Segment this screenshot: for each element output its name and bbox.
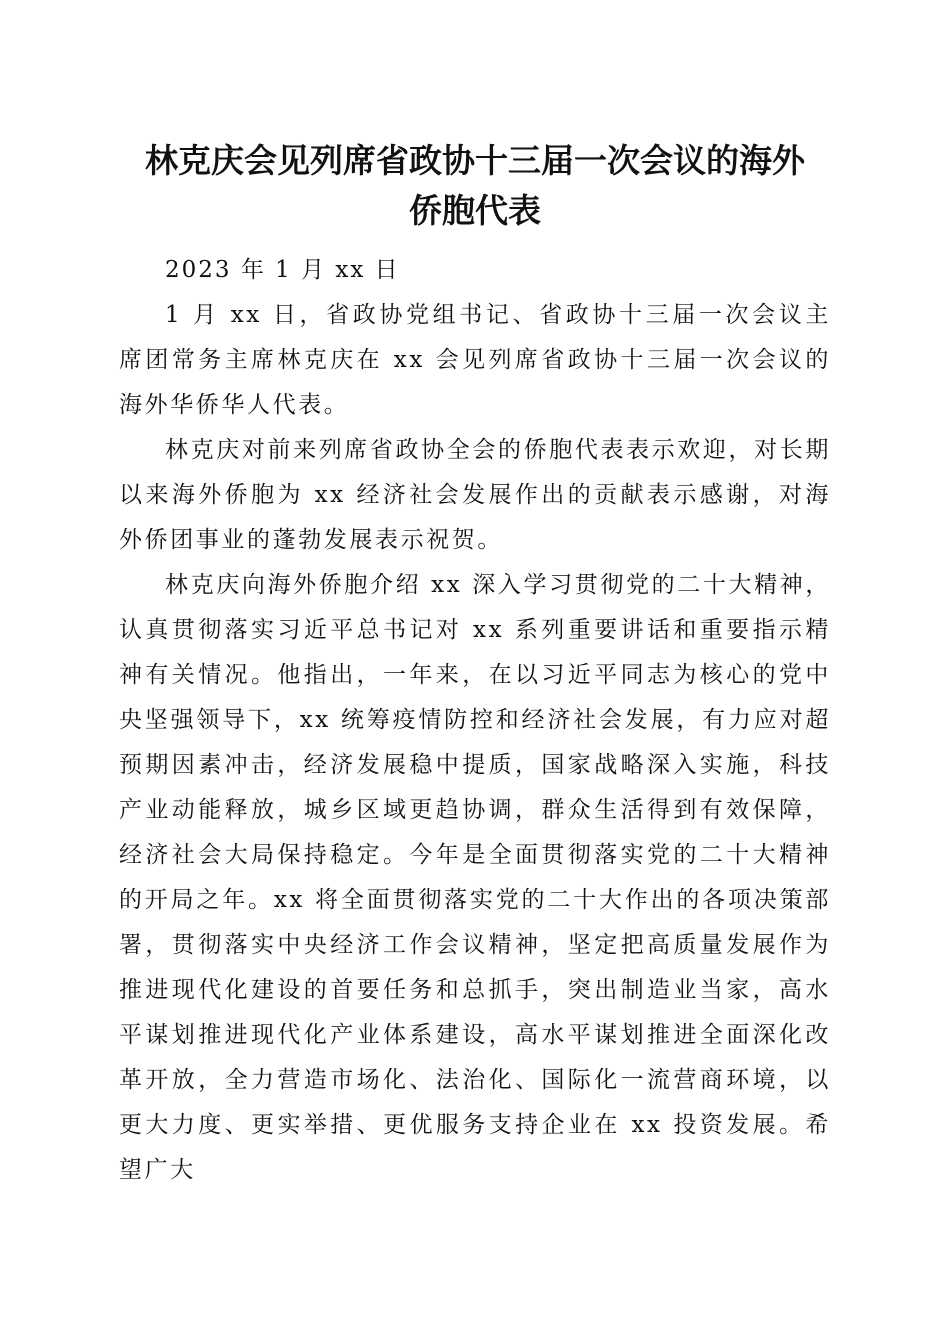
document-date: 2023 年 1 月 xx 日 <box>165 257 400 283</box>
document-body <box>119 248 831 1193</box>
document-title <box>110 136 840 236</box>
paragraph-3: 林克庆向海外侨胞介绍 xx 深入学习贯彻党的二十大精神，认真贯彻落实习近平总书记对 xx 系列重要讲话和重要指示精神有关情况。他指出，一年来，在以习近平同志为核心的党中央坚强领导下，xx 统筹疫情防控和经济社会发展，有力应对超预期因素冲击，经济发展稳中提质，国家战略深入实施，科技产业动能释放，城乡区域更趋协调，群众生活得到有效保障，经济社会大局保持稳定。今年是全面贯彻落实党的二十大精神的开局之年。xx 将全面贯彻落实党的二十大作出的各项决策部署，贯彻落实中央经济工作会议精神，坚定把高质量发展作为推进现代化建设的首要任务和总抓手，突出制造业当家，高水平谋划推进现代化产业体系建设，高水平谋划推进全面深化改革开放，全力营造市场化、法治化、国际化一流营商环境，以更大力度、更实举措、更优服务支持企业在 xx 投资发展。希望广大 <box>119 572 831 1183</box>
title-line-1: 林克庆会见列席省政协十三届一次会议的海外 <box>145 141 805 180</box>
paragraph-2: 林克庆对前来列席省政协全会的侨胞代表表示欢迎，对长期以来海外侨胞为 xx 经济社会发展作出的贡献表示感谢，对海外侨团事业的蓬勃发展表示祝贺。 <box>119 437 831 553</box>
title-line-2: 侨胞代表 <box>409 191 541 230</box>
paragraph-1: 1 月 xx 日，省政协党组书记、省政协十三届一次会议主席团常务主席林克庆在 xx 会见列席省政协十三届一次会议的海外华侨华人代表。 <box>119 302 831 418</box>
